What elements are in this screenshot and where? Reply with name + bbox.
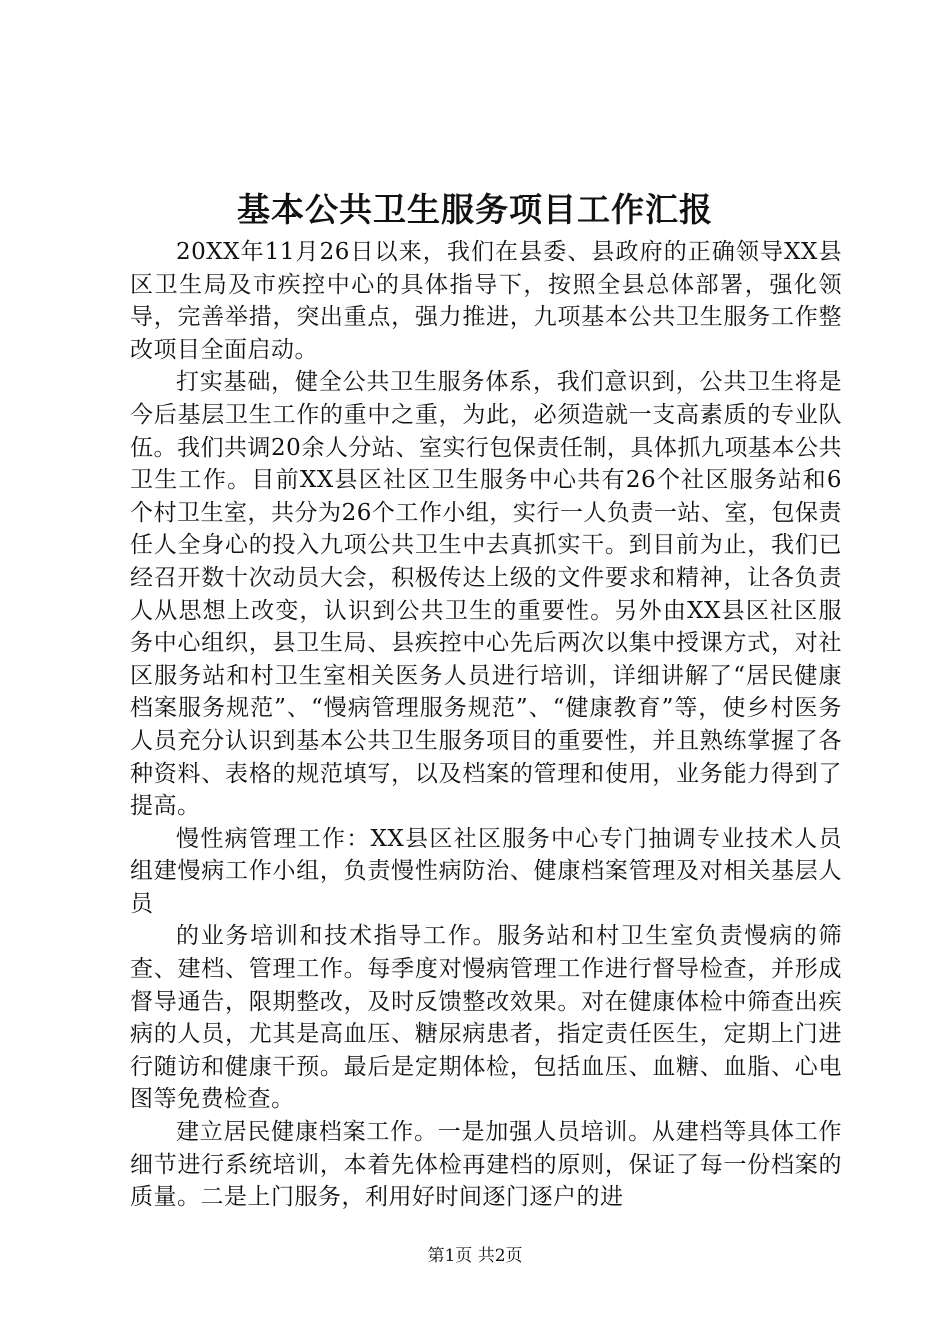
paragraph-training: 的业务培训和技术指导工作。服务站和村卫生室负责慢病的筛查、建档、管理工作。每季度对慢病管理工作进行督导检查，并形成督导通告，限期整改，及时反馈整改效果。对在健康体检中筛查出疾病的人员，尤其是高血压、糖尿病患者，指定责任医生，定期上门进行随访和健康干预。最后是定期体检，包括血压、血糖、血脂、心电图等免费检查。 (130, 923, 842, 1113)
paragraph-chronic-disease: 慢性病管理工作：XX县区社区服务中心专门抽调专业技术人员组建慢病工作小组，负责慢性病防治、健康档案管理及对相关基层人员 (130, 825, 842, 917)
paragraph-health-records: 建立居民健康档案工作。一是加强人员培训。从建档等具体工作细节进行系统培训，本着先体检再建档的原则，保证了每一份档案的质量。二是上门服务，利用好时间逐门逐户的进 (130, 1119, 842, 1211)
paragraph-foundation: 打实基础，健全公共卫生服务体系，我们意识到，公共卫生将是今后基层卫生工作的重中之重，为此，必须造就一支高素质的专业队伍。我们共调20余人分站、室实行包保责任制，具体抓九项基本公共卫生工作。目前XX县区社区卫生服务中心共有26个社区服务站和6个村卫生室，共分为26个工作小组，实行一人负责一站、室，包保责任人全身心的投入九项公共卫生中去真抓实干。到目前为止，我们已经召开数十次动员大会，积极传达上级的文件要求和精神，让各负责人从思想上改变，认识到公共卫生的重要性。另外由XX县区社区服务中心组织，县卫生局、县疾控中心先后两次以集中授课方式，对社区服务站和村卫生室相关医务人员进行培训，详细讲解了“居民健康档案服务规范”、“慢病管理服务规范”、“健康教育”等，使乡村医务人员充分认识到基本公共卫生服务项目的重要性，并且熟练掌握了各种资料、表格的规范填写，以及档案的管理和使用，业务能力得到了提高。 (130, 369, 842, 820)
page-footer: 第1页 共2页 (427, 1246, 523, 1266)
paragraph-intro: 20XX年11月26日以来，我们在县委、县政府的正确领导XX县区卫生局及市疾控中心的具体指导下，按照全县总体部署，强化领导，完善举措，突出重点，强力推进，九项基本公共卫生服务工作整改项目全面启动。 (130, 239, 842, 363)
document-body (130, 236, 842, 1214)
document-title: 基本公共卫生服务项目工作汇报 (237, 190, 713, 229)
